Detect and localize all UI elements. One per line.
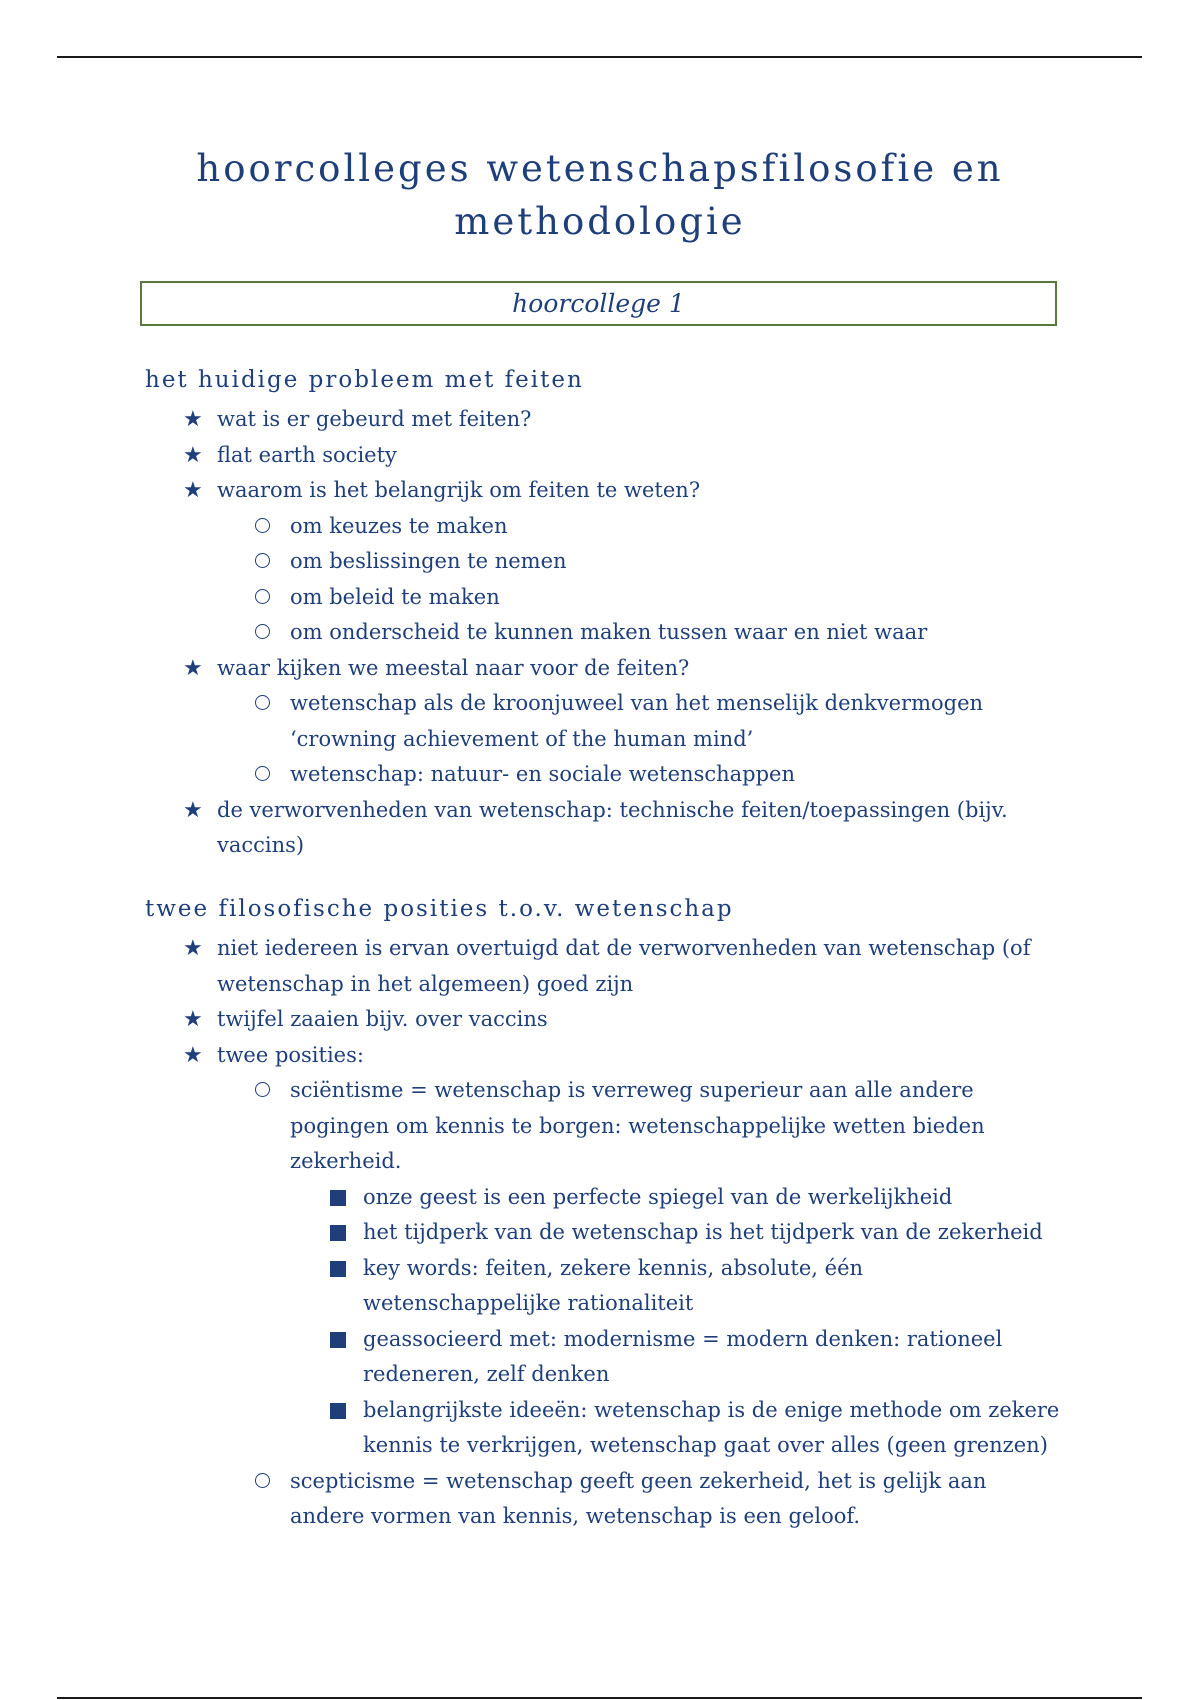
- sub-bullet-list: [145, 686, 1065, 793]
- list-item-text: geassocieerd met: modernisme = modern denken: rationeel redeneren, zelf denken: [363, 1326, 1003, 1386]
- list-item: [145, 793, 1065, 864]
- list-item-text: wat is er gebeurd met feiten?: [217, 407, 532, 431]
- list-item: [145, 651, 1065, 687]
- sub-sub-list-item: [145, 1393, 1065, 1464]
- sub-sub-bullet-list: [145, 1180, 1065, 1464]
- bullet-list: [145, 931, 1065, 1073]
- circle-bullet-icon: [255, 766, 270, 781]
- circle-bullet-icon: [255, 553, 270, 568]
- sub-bullet-list: [145, 509, 1065, 651]
- sub-list-item: [145, 615, 1065, 651]
- star-bullet-icon: ★: [183, 655, 203, 681]
- list-item-text: om onderscheid te kunnen maken tussen waar en niet waar: [290, 620, 928, 644]
- bullet-list: [145, 793, 1065, 864]
- sub-list-item: [145, 509, 1065, 545]
- sub-list-item: [145, 686, 1065, 757]
- list-item-text: twijfel zaaien bijv. over vaccins: [217, 1007, 548, 1031]
- list-item-text: key words: feiten, zekere kennis, absolute, één wetenschappelijke rationaliteit: [363, 1255, 864, 1315]
- bullet-list: [145, 651, 1065, 687]
- circle-bullet-icon: [255, 1473, 270, 1488]
- list-item-text: om beslissingen te nemen: [290, 549, 567, 573]
- list-item-text: niet iedereen is ervan overtuigd dat de verworvenheden van wetenschap (of wetenschap in het algemeen) goed zijn: [217, 936, 1031, 996]
- sub-list-item: [145, 757, 1065, 793]
- list-item-text: wetenschap als de kroonjuweel van het menselijk denkvermogen ‘crowning achievement of the human mind’: [290, 691, 984, 751]
- sub-list-item: [145, 1464, 1065, 1535]
- square-bullet-icon: [330, 1225, 346, 1241]
- list-item: [145, 402, 1065, 438]
- star-bullet-icon: ★: [183, 1007, 203, 1032]
- list-item-text: flat earth society: [217, 442, 397, 467]
- section-heading: het huidige probleem met feiten: [145, 367, 584, 393]
- square-bullet-icon: [330, 1403, 346, 1419]
- bullet-list: [145, 402, 1065, 509]
- document-title: hoorcolleges wetenschapsfilosofie en methodologie: [196, 147, 1004, 243]
- star-bullet-icon: ★: [183, 797, 203, 823]
- star-bullet-icon: ★: [183, 407, 203, 432]
- sub-list-item: [145, 544, 1065, 580]
- sub-bullet-list: [145, 1464, 1065, 1535]
- sub-bullet-list: [145, 1073, 1065, 1180]
- circle-bullet-icon: [255, 695, 270, 710]
- star-bullet-icon: ★: [183, 936, 203, 961]
- section-philosophical-positions: [145, 893, 1065, 1535]
- sub-sub-list-item: [145, 1215, 1065, 1251]
- sub-sub-list-item: [145, 1322, 1065, 1393]
- star-bullet-icon: ★: [183, 442, 203, 468]
- list-item-text: waarom is het belangrijk om feiten te weten?: [217, 478, 701, 502]
- list-item-text: scepticisme = wetenschap geeft geen zekerheid, het is gelijk aan andere vormen van kennis, wetenschap is een geloof.: [290, 1468, 987, 1528]
- list-item-text: het tijdperk van de wetenschap is het tijdperk van de zekerheid: [363, 1220, 1043, 1244]
- square-bullet-icon: [330, 1261, 346, 1277]
- sub-list-item: [145, 580, 1065, 616]
- lecture-heading-box: [140, 281, 1057, 326]
- circle-bullet-icon: [255, 1082, 270, 1097]
- list-item: [145, 473, 1065, 509]
- star-bullet-icon: ★: [183, 478, 203, 503]
- list-item-text: de verworvenheden van wetenschap: technische feiten/toepassingen (bijv. vaccins): [217, 797, 1008, 857]
- list-item-text: wetenschap: natuur- en sociale wetenschappen: [290, 762, 795, 786]
- list-item-text: twee posities:: [217, 1042, 364, 1067]
- square-bullet-icon: [330, 1190, 346, 1206]
- list-item-text: waar kijken we meestal naar voor de feiten?: [217, 655, 690, 680]
- circle-bullet-icon: [255, 589, 270, 604]
- list-item: [145, 931, 1065, 1002]
- list-item-text: belangrijkste ideeën: wetenschap is de enige methode om zekere kennis te verkrijgen, wetenschap gaat over alles (geen grenzen): [363, 1397, 1060, 1457]
- list-item: [145, 438, 1065, 474]
- bottom-rule: [57, 1697, 1142, 1699]
- lecture-heading: hoorcollege 1: [512, 289, 685, 318]
- circle-bullet-icon: [255, 518, 270, 533]
- top-rule: [57, 56, 1142, 58]
- sub-sub-list-item: [145, 1180, 1065, 1216]
- list-item-text: om keuzes te maken: [290, 513, 508, 538]
- star-bullet-icon: ★: [183, 1042, 203, 1068]
- section-heading: twee filosofische posities t.o.v. wetenschap: [145, 896, 734, 922]
- section-facts-problem: [145, 364, 1065, 864]
- sub-list-item: [145, 1073, 1065, 1180]
- list-item-text: onze geest is een perfecte spiegel van de werkelijkheid: [363, 1184, 953, 1209]
- circle-bullet-icon: [255, 624, 270, 639]
- square-bullet-icon: [330, 1332, 346, 1348]
- list-item-text: om beleid te maken: [290, 584, 500, 609]
- list-item: [145, 1038, 1065, 1074]
- list-item-text: sciëntisme = wetenschap is verreweg superieur aan alle andere pogingen om kennis te borgen: wetenschappelijke wetten bieden zekerheid.: [290, 1078, 985, 1173]
- list-item: [145, 1002, 1065, 1038]
- sub-sub-list-item: [145, 1251, 1065, 1322]
